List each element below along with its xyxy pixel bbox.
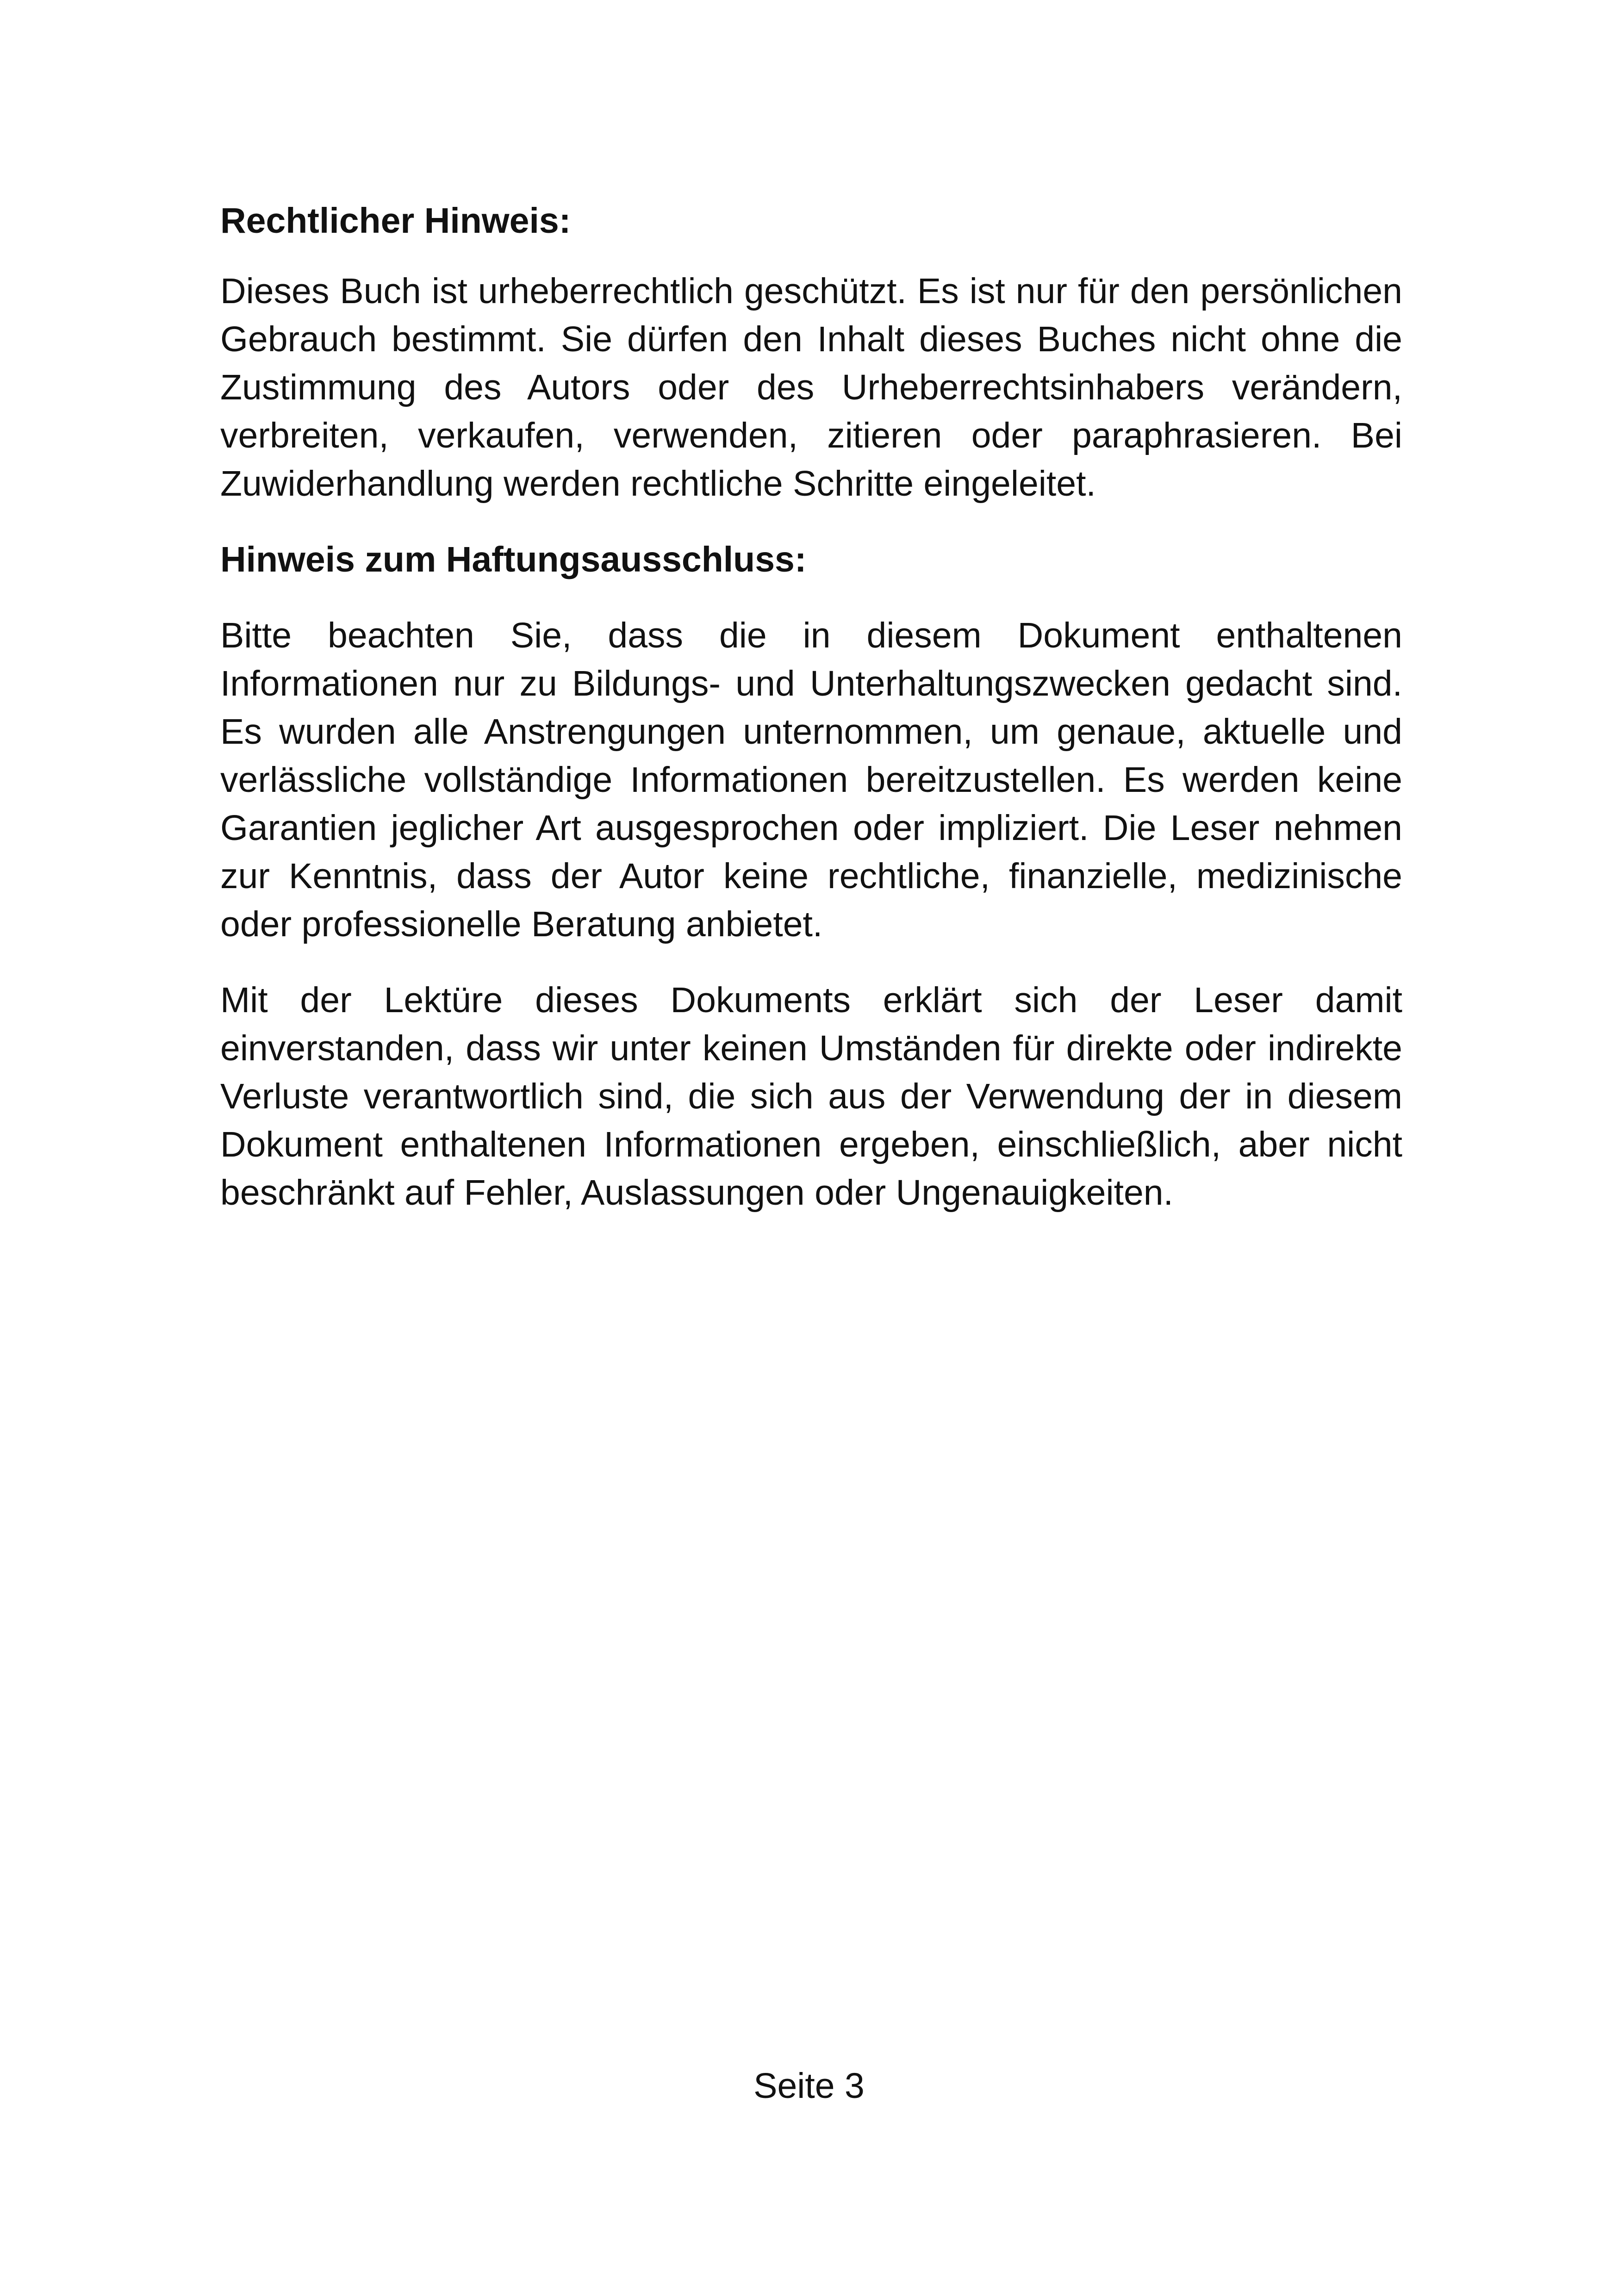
paragraph-reader-consent: Mit der Lektüre dieses Dokuments erklärt sich der Leser damit einverstanden, dass wir unter keinen Umständen für direkte oder indirekte Verluste verantwortlich sind, die sich aus der Verwendung der in diesem Dokument enthaltenen Informationen ergeben, einschließlich, aber nicht beschränkt auf Fehler, Auslassungen oder Ungenauigkeiten. xyxy=(220,980,1402,1213)
paragraph-legal-notice: Dieses Buch ist urheberrechtlich geschützt. Es ist nur für den persönlichen Gebrauch bestimmt. Sie dürfen den Inhalt dieses Buches nicht ohne die Zustimmung des Autors oder des Urheberrechtsinhabers verändern, verbreiten, verkaufen, verwenden, zitieren oder paraphrasieren. Bei Zuwiderhandlung werden rechtliche Schritte eingeleitet. xyxy=(220,271,1402,504)
heading-legal-notice: Rechtlicher Hinweis: xyxy=(220,201,571,241)
page-number: Seite 3 xyxy=(753,2066,865,2106)
page-content xyxy=(220,197,1402,1217)
paragraph-disclaimer: Bitte beachten Sie, dass die in diesem Dokument enthaltenen Informationen nur zu Bildungs- und Unterhaltungszwecken gedacht sind. Es wurden alle Anstrengungen unternommen, um genaue, aktuelle und verlässliche vollständige Informationen bereitzustellen. Es werden keine Garantien jeglicher Art ausgesprochen oder impliziert. Die Leser nehmen zur Kenntnis, dass der Autor keine rechtliche, finanzielle, medizinische oder professionelle Beratung anbietet. xyxy=(220,616,1402,944)
heading-disclaimer: Hinweis zum Haftungsausschluss: xyxy=(220,540,807,579)
